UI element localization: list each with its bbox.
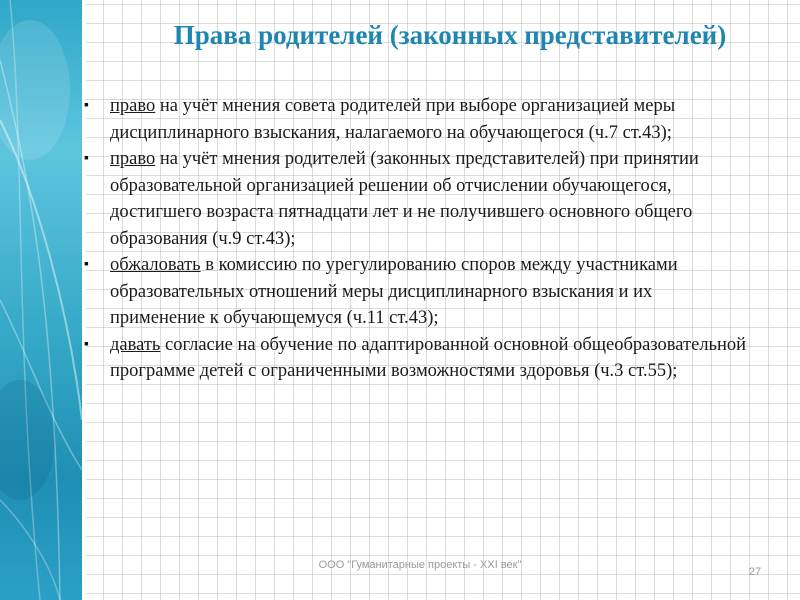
- item-text: на учёт мнения совета родителей при выборе организацией меры дисциплинарного взыскания, налагаемого на обучающегося (ч.7 ст.43);: [110, 96, 676, 143]
- band-divider: [82, 0, 86, 600]
- bullet-icon: ▪: [84, 98, 89, 113]
- item-text: на учёт мнения родителей (законных представителей) при принятии образовательной организацией решении об отчислении обучающегося, достигшего возраста пятнадцати лет и не получившего основного общего образования (ч.9 ст.43);: [110, 149, 699, 249]
- bullet-icon: ▪: [84, 336, 89, 352]
- item-keyword: право: [110, 96, 156, 116]
- bullet-icon: ▪: [84, 257, 89, 272]
- decorative-side-band: [0, 0, 82, 600]
- page-number: 27: [748, 566, 762, 578]
- item-keyword: обжаловать: [110, 255, 201, 275]
- list-item: [84, 146, 750, 252]
- item-text: согласие на обучение по адаптированной основной общеобразовательной программе детей с ограниченными возможностями здоровья (ч.3 ст.55);: [110, 334, 747, 381]
- item-keyword: давать: [110, 334, 161, 355]
- bullet-icon: ▪: [84, 151, 89, 166]
- side-band-curves-graphic: [0, 0, 82, 600]
- list-item: [84, 93, 750, 146]
- rights-list: [84, 93, 750, 385]
- item-keyword: право: [110, 149, 156, 169]
- list-item: [84, 332, 750, 385]
- item-text: в комиссию по урегулированию споров между участниками образовательных отношений меры дисциплинарного взыскания и их применение к обучающемуся (ч.11 ст.43);: [110, 255, 678, 328]
- slide-title: Права родителей (законных представителей): [173, 20, 727, 50]
- footer-text: ООО "Гуманитарные проекты - XXI век": [318, 559, 522, 571]
- list-item: [84, 252, 750, 332]
